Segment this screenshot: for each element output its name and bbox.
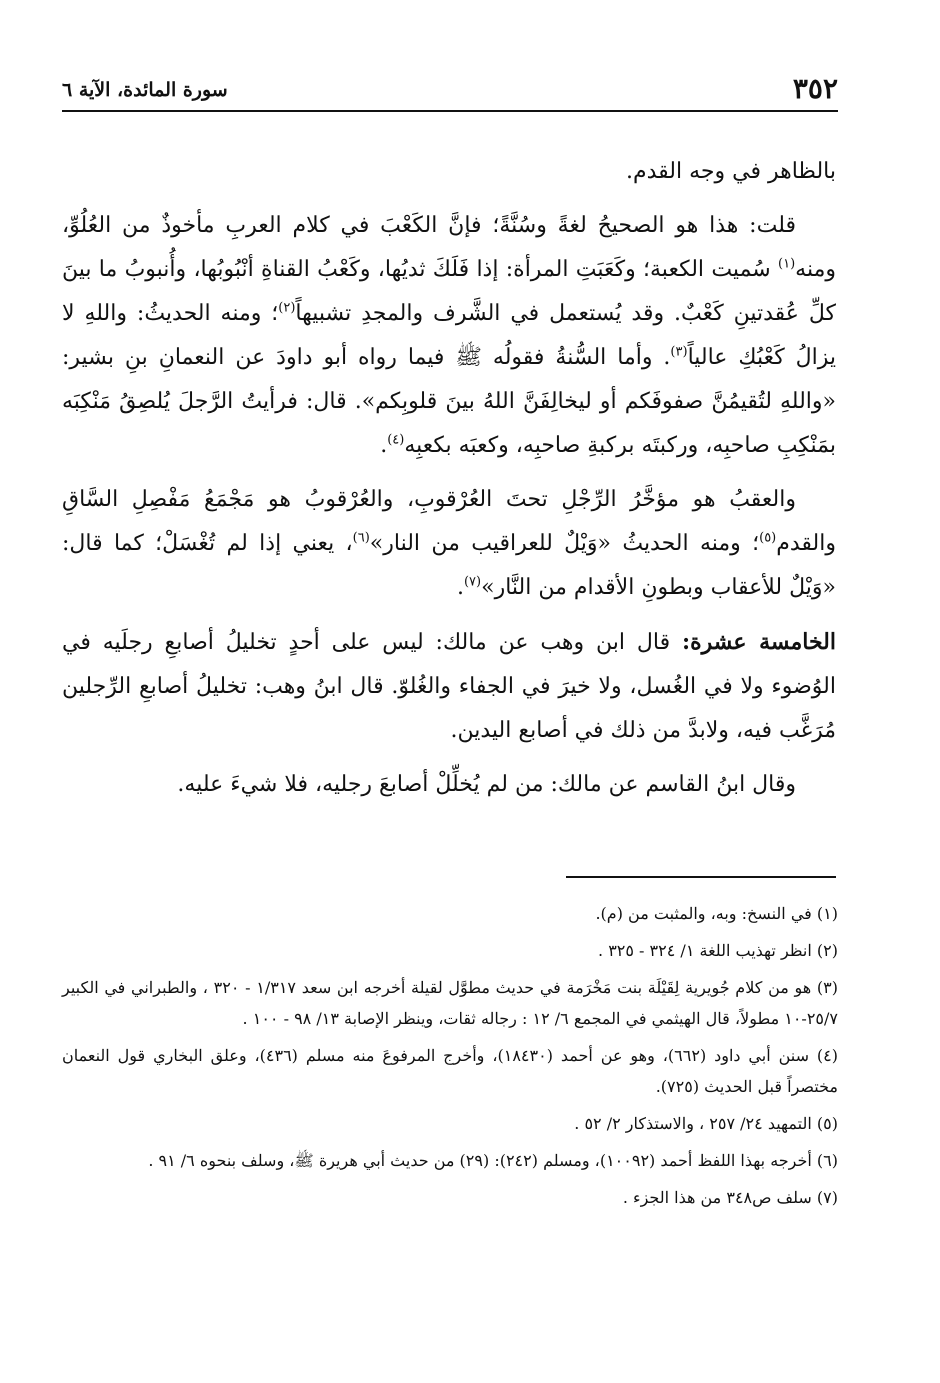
main-text <box>62 150 836 817</box>
paragraph-2-text-d: . وأما السُّنةُ فقولُه ﷺ فيما رواه أبو داودَ عن النعمانِ بنِ بشير: «واللهِ لتُقيمُنَّ صفوفَكم أو ليخالِفَنَّ اللهُ بينَ قلوبِكم». قال: فرأيتُ الرَّجلَ يُلصِقُ مَنْكِبَه بمَنْكِبِ صاحبِه، وركبتَه بركبةِ صاحبِه، وكعبَه بكعبِه <box>62 345 836 458</box>
footnote-7: (٧) سلف ص٣٤٨ من هذا الجزء . <box>622 1188 838 1207</box>
footnote-3: (٣) هو من كلام جُويرية لِقَيْلَة بنت مَخْرَمة في حديث مطوَّل لقيلة أخرجه ابن سعد ١/٣١٧ - ٣٢٠ ، والطبراني في الكبير ٢٥/٧-١٠ مطولاً، قال الهيثمي في المجمع ٦/ ١٢ : رجاله ثقات، وينظر الإصابة ١٣/ ٩٨ - ١٠٠ . <box>62 978 838 1028</box>
paragraph-3-text-c: ، يعني إذا لم تُغْسَلْ؛ كما قال: «وَيْلٌ للأعقاب وبطونِ الأقدام من النَّار» <box>62 531 836 600</box>
footnote-5: (٥) التمهيد ٢٤/ ٢٥٧ ، والاستذكار ٢/ ٥٢ . <box>574 1114 838 1133</box>
footnote-ref-7[interactable]: (٧) <box>463 574 482 590</box>
footnote-ref-4[interactable]: (٤) <box>387 432 405 448</box>
footnote-ref-6[interactable]: (٦) <box>352 530 370 546</box>
footnote-ref-1[interactable]: (١) <box>778 256 796 272</box>
issue-heading: الخامسة عشرة: <box>681 629 836 655</box>
paragraph-5 <box>62 763 836 807</box>
paragraph-2-text-b: سُميت الكعبة؛ وكَعَبَتِ المرأة: إذا فَلَكَ ثديُها، وكَعْبُ القناةِ أنْبُوبُها، وأُنبوبُ ما بينَ كلِّ عُقدتينِ كَعْبٌ. وقد يُستعمل في الشَّرف والمجدِ تشبيهاً <box>62 257 836 326</box>
footnote-divider <box>566 876 836 878</box>
footnote-1: (١) في النسخ: وبه، والمثبت من (م). <box>595 904 838 923</box>
footnote-ref-3[interactable]: (٣) <box>670 344 688 360</box>
running-header <box>62 72 838 108</box>
footnote-4: (٤) سنن أبي داود (٦٦٢)، وهو عن أحمد (١٨٤٣٠)، وأخرج المرفوعَ منه مسلم (٤٣٦)، وعلق البخاري قول النعمان مختصراً قبل الحديث (٧٢٥). <box>62 1046 838 1096</box>
surah-title: سورة المائدة، الآية ٦ <box>62 79 228 101</box>
footnote-ref-5[interactable]: (٥) <box>759 530 777 546</box>
paragraph-2-text-a: قلت: هذا هو الصحيحُ لغةً وسُنَّةً؛ فإنَّ الكَعْبَ في كلام العربِ مأخوذٌ من العُلُوِّ، ومنه <box>62 213 836 282</box>
paragraph-4 <box>62 620 836 753</box>
paragraph-3-text-a: والعقبُ هو مؤخَّرُ الرِّجْلِ تحتَ العُرْقوبِ، والعُرْقوبُ هو مَجْمَعُ مَفْصِلِ السَّاقِ والقدم <box>62 487 836 556</box>
footnotes <box>62 898 838 1219</box>
paragraph-2 <box>62 204 836 468</box>
header-divider <box>62 110 838 112</box>
footnote-6: (٦) أخرجه بهذا اللفظ أحمد (١٠٠٩٢)، ومسلم (٢٤٢): (٢٩) من حديث أبي هريرة ﷺ، وسلف بنحوه ٦/ ٩١ . <box>148 1151 838 1170</box>
paragraph-2-text-c: ؛ ومنه الحديثُ: واللهِ لا يزالُ كَعْبُكِ عالياً <box>62 301 836 370</box>
paragraph-3-text-d: . <box>456 575 464 600</box>
page-number: ٣٥٢ <box>792 72 838 105</box>
paragraph-1-text: بالظاهر في وجه القدم. <box>626 159 836 184</box>
paragraph-2-text-e: . <box>380 433 388 458</box>
paragraph-5-text: وقال ابنُ القاسم عن مالك: من لم يُخلِّلْ أصابعَ رجليه، فلا شيءَ عليه. <box>177 772 796 797</box>
paragraph-3-text-b: ؛ ومنه الحديثُ «وَيْلٌ للعراقيب من النار» <box>369 531 760 556</box>
footnote-ref-2[interactable]: (٢) <box>278 300 296 316</box>
paragraph-3 <box>62 478 836 610</box>
footnote-2: (٢) انظر تهذيب اللغة ١/ ٣٢٤ - ٣٢٥ . <box>598 941 838 960</box>
paragraph-4-text: قال ابن وهب عن مالك: ليس على أحدٍ تخليلُ أصابعِ رجلَيه في الوُضوء ولا في الغُسل، ولا خيرَ في الجفاء والغُلوّ. قال ابنُ وهب: تخليلُ أصابعِ الرِّجلين مُرَغَّب فيه، ولابدَّ من ذلك في أصابع اليدين. <box>62 630 836 743</box>
paragraph-1 <box>62 150 836 194</box>
